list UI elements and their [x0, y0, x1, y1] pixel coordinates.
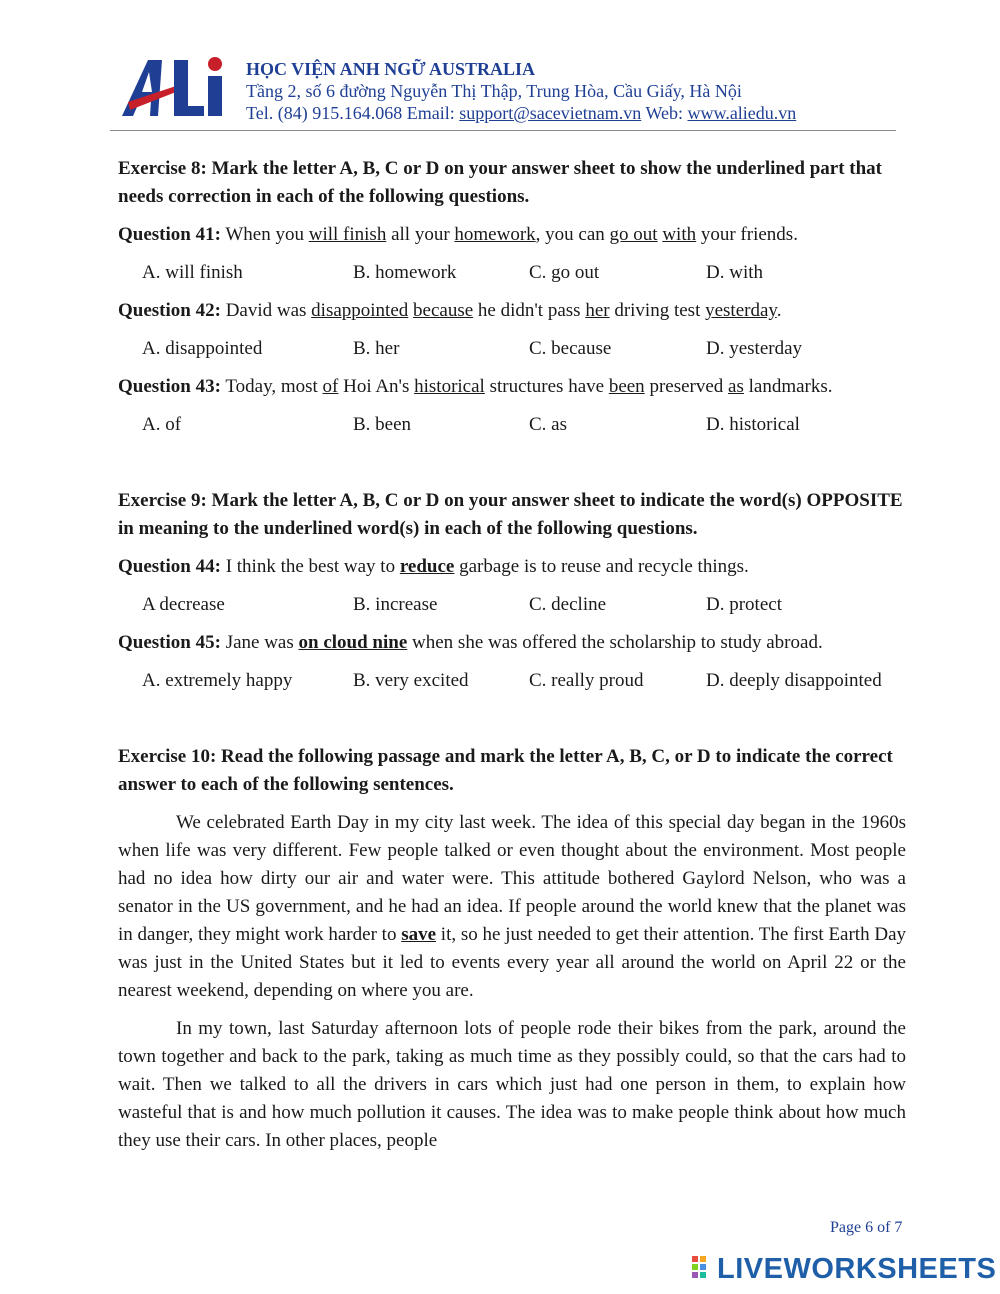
option-b[interactable]: B. homework	[353, 262, 457, 283]
ali-logo	[118, 52, 230, 122]
option-d[interactable]: D. protect	[706, 594, 782, 615]
option-b[interactable]: B. been	[353, 414, 412, 435]
option-a[interactable]: A. disappointed	[142, 338, 263, 359]
question-41-options	[118, 259, 906, 287]
option-d[interactable]: D. yesterday	[706, 338, 803, 359]
institution-address: Tầng 2, số 6 đường Nguyễn Thị Thập, Trung Hòa, Cầu Giấy, Hà Nội	[246, 81, 742, 101]
option-c[interactable]: C. because	[529, 338, 612, 359]
exercise-10-title: Exercise 10: Read the following passage and mark the letter A, B, C, or D to indicate the correct answer to each of the following sentences.	[118, 746, 893, 795]
option-c[interactable]: C. decline	[529, 594, 607, 615]
question-45-options	[118, 667, 906, 695]
option-a[interactable]: A decrease	[142, 594, 225, 615]
institution-info	[246, 58, 796, 124]
passage-paragraph-1: We celebrated Earth Day in my city last week. The idea of this special day began in the 1960s when life was very different. Few people talked or even thought about the environment. Most people had no idea how dirty our air and water were. This attitude bothered Gaylord Nelson, who was a senator in the US government, and he had an idea. If people around the world knew that the planet was in danger, they might work harder to save it, so he just needed to get their attention. The first Earth Day was just in the United States but it led to events every year all around the world on April 22 or the nearest weekend, depending on where you are.	[118, 812, 907, 1001]
option-b[interactable]: B. increase	[353, 594, 438, 615]
question-42: Question 42: David was disappointed because he didn't pass her driving test yesterday.	[118, 300, 782, 321]
question-43: Question 43: Today, most of Hoi An's historical structures have been preserved as landmarks.	[118, 376, 833, 397]
option-c[interactable]: C. really proud	[529, 670, 644, 691]
tel-label: Tel. (84) 915.164.068 Email:	[246, 103, 455, 123]
question-42-options	[118, 335, 906, 363]
option-d[interactable]: D. historical	[706, 414, 800, 435]
option-a[interactable]: A. extremely happy	[142, 670, 293, 691]
option-c[interactable]: C. go out	[529, 262, 600, 283]
question-44-options	[118, 591, 906, 619]
keyword-save: save	[401, 924, 437, 945]
question-label: Question 42:	[118, 300, 221, 321]
passage-paragraph-2: In my town, last Saturday afternoon lots of people rode their bikes from the park, around the town together and back to the park, taking as much time as they possibly could, so that the cars had to wait. Then we talked to all the drivers in cars which just had one person in them, to explain how wasteful that is and how much pollution it causes. The idea was to make people think about how much they use their cars. In other places, people	[118, 1018, 906, 1151]
web-label: Web:	[645, 103, 683, 123]
question-label: Question 43:	[118, 376, 221, 397]
option-b[interactable]: B. her	[353, 338, 400, 359]
email-link[interactable]: support@sacevietnam.vn	[459, 103, 642, 123]
liveworksheets-icon	[692, 1256, 714, 1282]
page-header	[110, 46, 896, 131]
question-44: Question 44: I think the best way to reduce garbage is to reuse and recycle things.	[118, 556, 749, 577]
question-label: Question 45:	[118, 632, 221, 653]
worksheet-content	[118, 155, 906, 1155]
option-c[interactable]: C. as	[529, 414, 567, 435]
question-41: Question 41: When you will finish all your homework, you can go out with your friends.	[118, 224, 798, 245]
liveworksheets-text: LIVEWORKSHEETS	[717, 1252, 997, 1285]
question-45: Question 45: Jane was on cloud nine when she was offered the scholarship to study abroad.	[118, 632, 823, 653]
option-a[interactable]: A. of	[142, 414, 182, 435]
option-a[interactable]: A. will finish	[142, 262, 243, 283]
website-link[interactable]: www.aliedu.vn	[687, 103, 797, 123]
option-b[interactable]: B. very excited	[353, 670, 469, 691]
question-43-options	[118, 411, 906, 439]
question-label: Question 41:	[118, 224, 221, 245]
institution-name: HỌC VIỆN ANH NGỮ AUSTRALIA	[246, 59, 536, 79]
option-d[interactable]: D. with	[706, 262, 763, 283]
page-number: Page 6 of 7	[830, 1219, 903, 1236]
contact-line	[246, 102, 796, 124]
option-d[interactable]: D. deeply disappointed	[706, 670, 882, 691]
exercise-9-title: Exercise 9: Mark the letter A, B, C or D on your answer sheet to indicate the word(s) OPPOSITE in meaning to the underlined word(s) in each of the following questions.	[118, 490, 903, 539]
question-label: Question 44:	[118, 556, 221, 577]
exercise-8-title: Exercise 8: Mark the letter A, B, C or D on your answer sheet to show the underlined part that needs correction in each of the following questions.	[118, 158, 882, 207]
liveworksheets-logo	[692, 1252, 996, 1286]
